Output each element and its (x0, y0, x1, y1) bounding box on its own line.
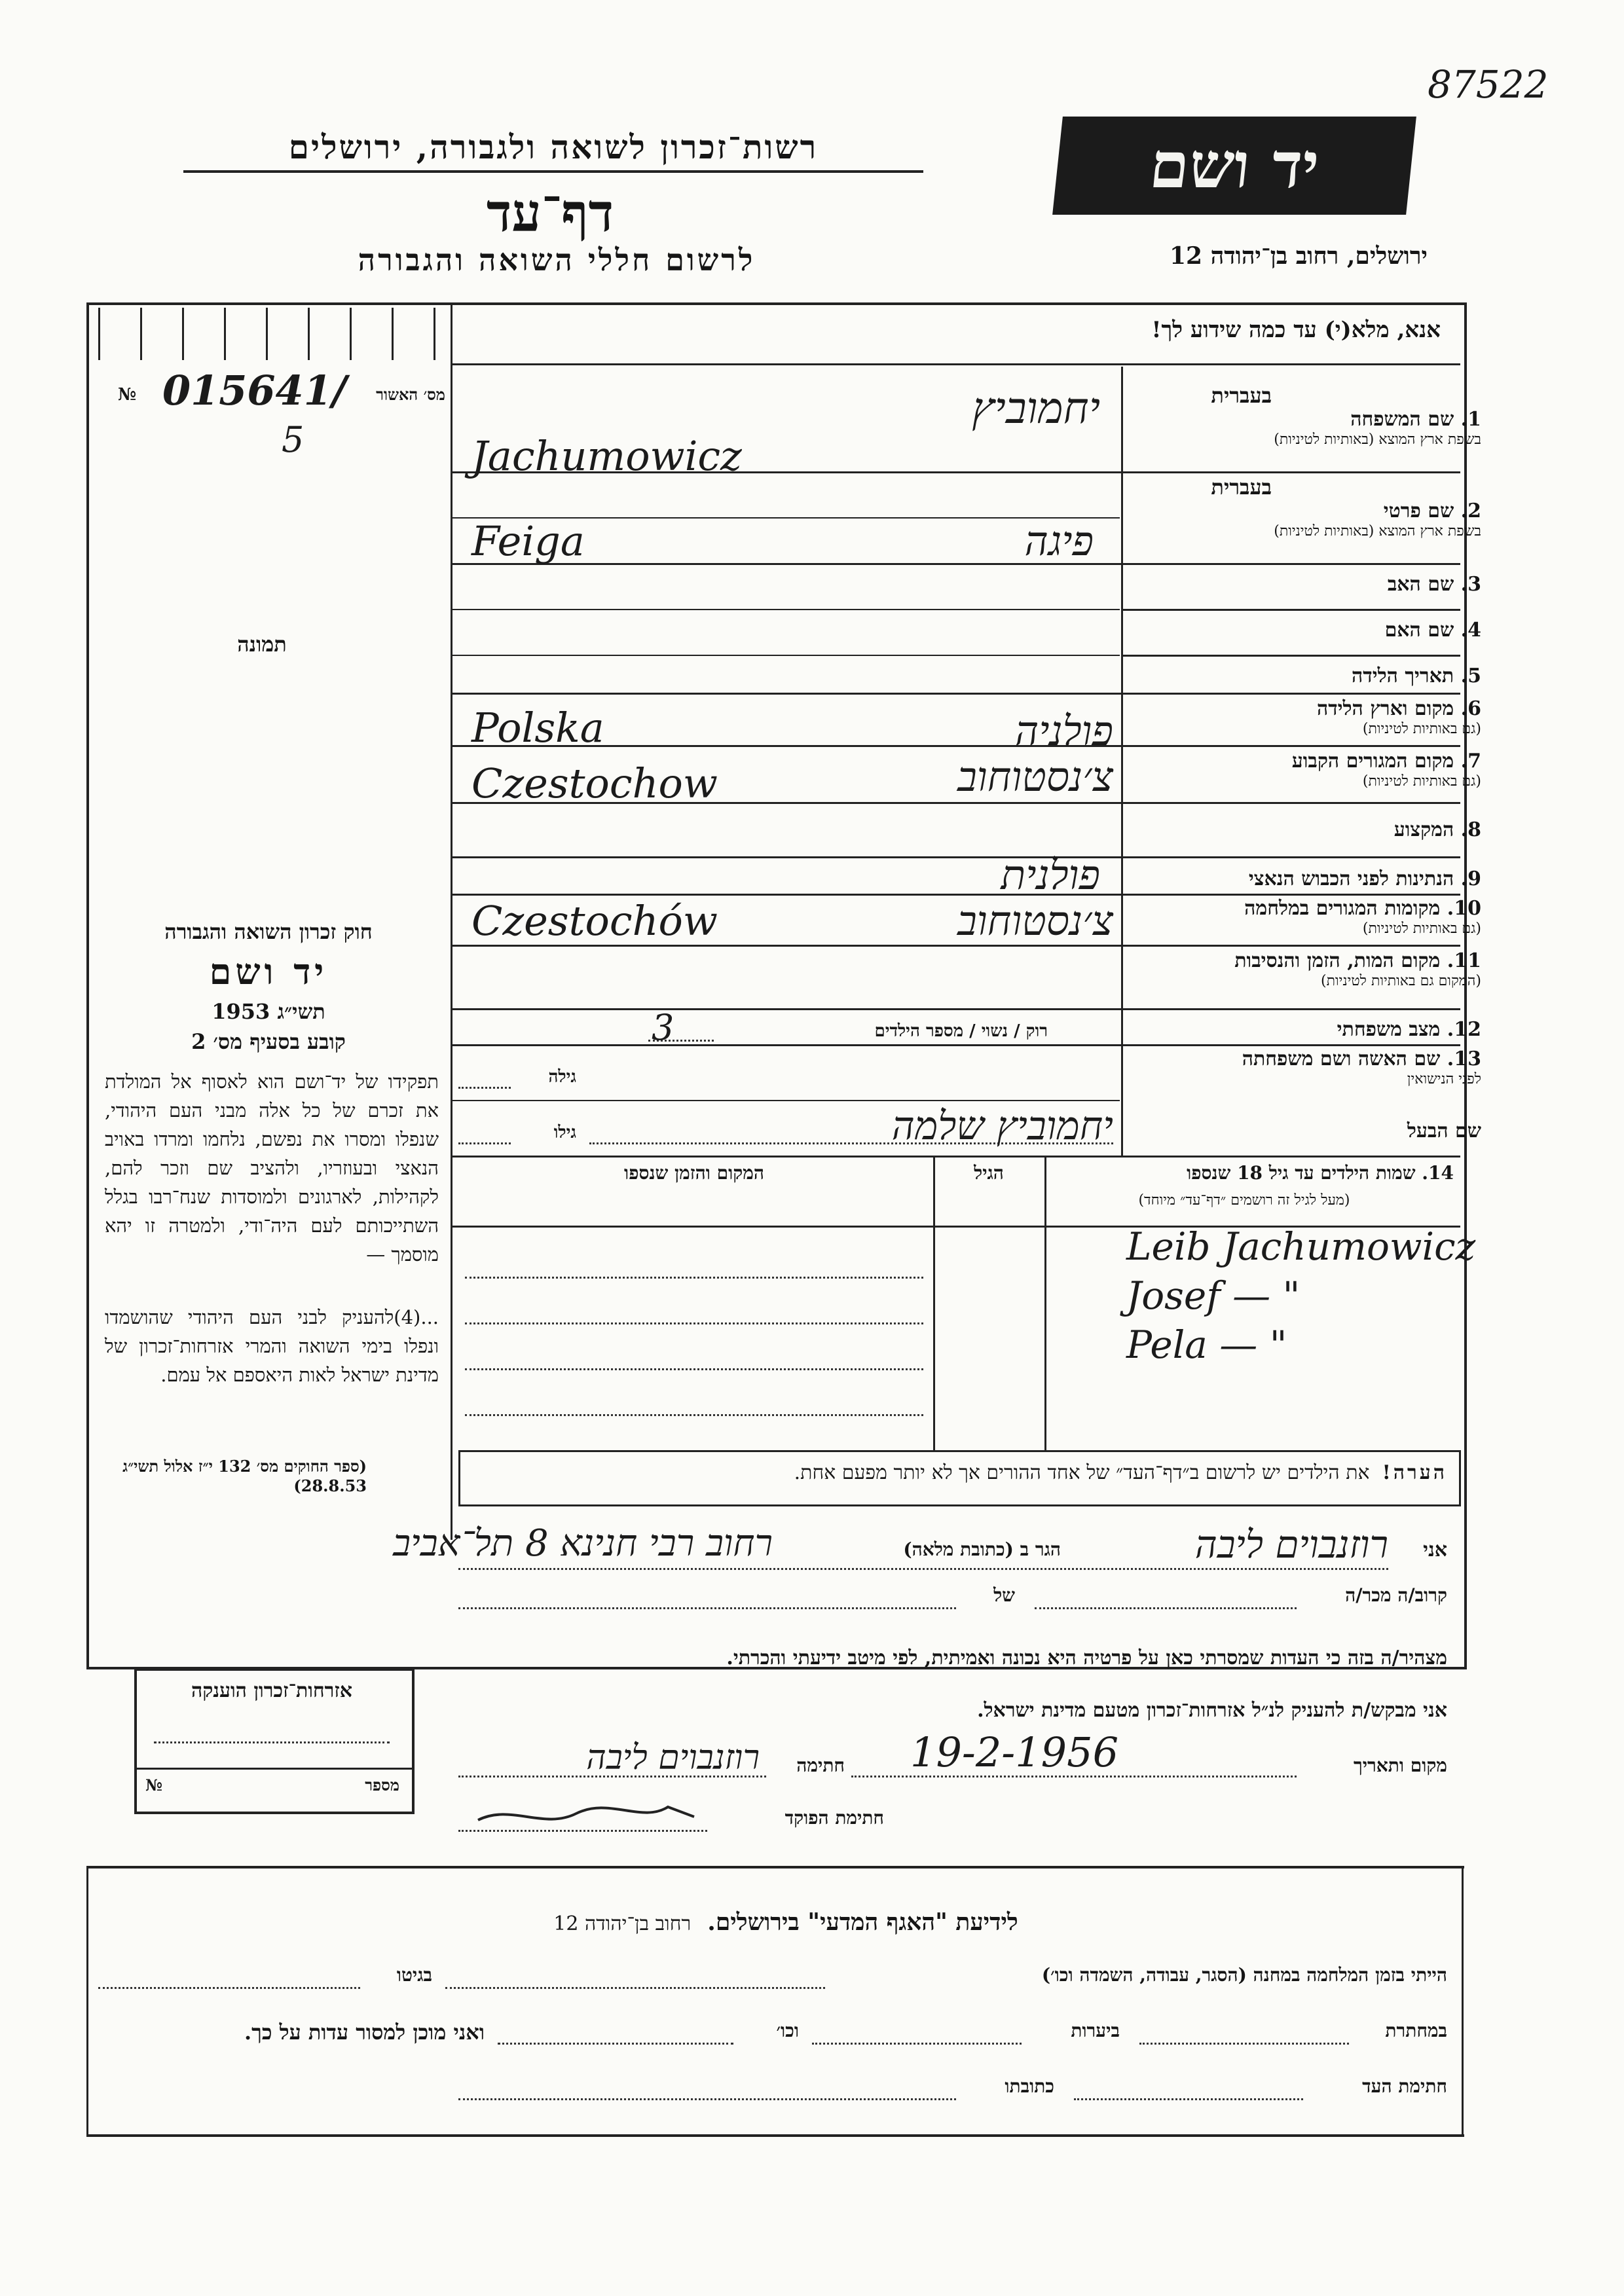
archive-ghetto-dots (98, 1987, 360, 1989)
row-divider (452, 1100, 1120, 1101)
archive-address-label: כתובתו (1005, 2075, 1054, 2097)
resides-label: הגר ב (כתובת מלאה) (903, 1539, 1061, 1560)
archive-title: לידיעת "האגף המדעי" בירושלים. (707, 1908, 1018, 1936)
field-first-name-label: שם פרטי (1383, 500, 1454, 522)
date-value: 19-2-1956 (910, 1728, 1119, 1776)
children-header-no: 14. (1422, 1162, 1454, 1184)
law-reference: (ספר החוקים מס׳ 132 י״ז אלול תשי״ג 28.8.53) (122, 1457, 367, 1495)
archive-underground-label: במחתרת (1385, 2020, 1447, 2041)
field-death-place: 11. מקום המות, הזמן והנסיבות (המקום גם באותיות לטיניות) (1234, 949, 1481, 989)
children-header (1048, 1162, 1454, 1184)
field-first-name-hebrew-tag: בעברית (1211, 475, 1272, 500)
row-divider (452, 655, 1120, 656)
officer-signature-scribble (471, 1791, 707, 1836)
archive-address: רחוב בן־יהודה 12 (553, 1912, 692, 1935)
left-panel-divider (451, 302, 452, 1540)
note-label: הערה! (1382, 1461, 1447, 1484)
law-logo: יד ושם (209, 951, 328, 993)
wartime-residence-latin-value: Czestochów (471, 897, 718, 945)
citizenship-hebrew-value: פולנית (1001, 851, 1100, 899)
approval-no-prefix: № (118, 385, 137, 405)
archive-forests-dots (812, 2043, 1022, 2045)
children-row-dots (465, 1277, 923, 1279)
citizenship-box-title: אזרחות־זכרון הוענקה (191, 1679, 353, 1702)
field-family-name (1128, 383, 1481, 448)
child-row-1: Leib Jachumowicz (1126, 1224, 1476, 1269)
child-row-3: Pela — " (1126, 1322, 1287, 1367)
law-text: תפקידו של יד־ושם הוא לאסוף אל המולדת את זכרם של כל אלה מבני העם היהודי, שנפלו ומסרו את נפשם, נלחמו ומרדו באויב הנאצי ובעוזריו, ולהציב שם וזכר להם, לקהילות, לארגונים ולמוסדות שנח־רבו בגלל השתייכותם לעם היה־ודי, ולמטרה זו יהא מוסמך — (105, 1070, 439, 1266)
children-row-dots (465, 1368, 923, 1370)
archive-address-dots (458, 2098, 956, 2100)
form-title: דף־עד (486, 182, 614, 244)
field-birth-place: 6. מקום וארץ הלידה (גם באותיות לטיניות) (1316, 697, 1481, 737)
approval-stub-boxes (98, 308, 439, 360)
field-first-name-sub: בשפת ארץ המוצא (באותיות לטיניות) (1274, 523, 1481, 539)
marital-status-options: רוק / נשוי / מספר הילדים (874, 1021, 1048, 1041)
of-label: של (993, 1584, 1015, 1606)
archive-camp-dots (445, 1987, 825, 1989)
citizenship-box-line (154, 1741, 390, 1743)
archive-ghetto-label: בגיטו (396, 1964, 432, 1986)
field-mother-name: 4. שם האם (1384, 619, 1481, 642)
law-title: חוק זכרון השואה והגבורה (164, 919, 373, 944)
field-family-name-sub: בשפת ארץ המוצא (באותיות לטיניות) (1274, 431, 1481, 448)
law-text-continued: ...(4)להעניק לבני העם היהודי שהושמדו ונפלו בימי השואה והמרי אזרחות־זכרון של מדינת ישראל לאות היאספם אל עמם. (105, 1306, 439, 1386)
address-value: רחוב רבי חנינא 8 תל־אביב (393, 1522, 773, 1565)
archive-ready-label: ואני מוכן למסור עדות על כך. (244, 2020, 485, 2045)
child-row-2: Josef — " (1126, 1273, 1301, 1318)
wife-age-label: גילה (548, 1067, 576, 1087)
birth-place-hebrew-value: פולניה (1014, 707, 1113, 755)
photo-label: תמונה (237, 632, 287, 657)
declaration-request: אני מבקש/ת להעניק לנ״ל אזרחות־זכרון מטעם מדינת ישראל. (977, 1699, 1447, 1722)
children-row-dots (465, 1322, 923, 1324)
archive-underground-dots (1139, 2043, 1349, 2045)
page-bottom-border (86, 2134, 1464, 2137)
declaration-i-label: אני (1423, 1539, 1447, 1561)
yad-vashem-logo: יד ושם (1052, 117, 1416, 215)
children-col-divider (933, 1156, 935, 1450)
note-text (468, 1461, 1447, 1484)
children-row-dots (465, 1414, 923, 1416)
archive-witness-sig-dots (1074, 2098, 1303, 2100)
field-family-name-label: שם המשפחה (1350, 408, 1454, 431)
row-divider (452, 609, 1120, 610)
header-address: ירושלים, רחוב בן־יהודה 12 (1169, 242, 1428, 270)
residence-latin-value: Czestochow (471, 759, 718, 807)
signature-value: רוזנבוים ליבה (586, 1738, 760, 1777)
field-father-name: 3. שם האב (1387, 573, 1481, 596)
field-family-name-hebrew-tag: בעברית (1211, 383, 1272, 408)
family-name-hebrew-value: יחמוביץ (972, 383, 1100, 433)
field-birth-date: 5. תאריך הלידה (1352, 665, 1481, 687)
signature-label: חתימה (796, 1755, 845, 1776)
field-first-name-no: 2. (1460, 500, 1481, 522)
archive-etc-dots (498, 2043, 733, 2045)
authority-title: רשות־זכרון לשואה ולגבורה, ירושלים (183, 128, 923, 173)
label-column-divider (1121, 367, 1123, 1156)
archive-corner-number: 87522 (1428, 62, 1549, 107)
law-year: תשי״ג 1953 (212, 999, 325, 1024)
archive-divider (86, 1866, 1464, 1868)
row-divider (452, 1044, 1460, 1046)
of-line (458, 1607, 956, 1609)
approval-number: 015641/ (162, 367, 347, 414)
row-divider (1121, 609, 1460, 611)
archive-title-row (393, 1908, 1179, 1936)
residence-hebrew-value: צ׳נסטוחוב (957, 753, 1113, 801)
birth-place-latin-value: Polska (471, 704, 604, 752)
field-profession: 8. המקצוע (1393, 818, 1481, 841)
approval-suffix: 5 (282, 419, 304, 460)
citizenship-box-number-prefix: № (145, 1776, 163, 1795)
relative-line (1035, 1607, 1297, 1609)
archive-camp-line: הייתי בזמן המלחמה במחנה (הסגר, עבודה, השמדה וכו׳) (1041, 1964, 1447, 1986)
form-subtitle: לרשום חללי השואה והגבורה (358, 242, 756, 278)
row-divider (452, 1008, 1460, 1010)
wartime-residence-hebrew-value: צ׳נסטוחוב (957, 897, 1113, 945)
first-name-hebrew-value: פיגה (1024, 517, 1094, 565)
husband-name-value: יחמוביץ שלמה (891, 1103, 1113, 1149)
field-marital-status: 12. מצב משפחתי (1337, 1018, 1481, 1041)
page-right-border (1462, 1866, 1464, 2134)
children-header-sub: (מעל לגיל זה רושמים ״דף־עד״ מיוחד) (1138, 1192, 1350, 1209)
archive-witness-sig-label: חתימת העד (1362, 2075, 1447, 2097)
wife-age-line (458, 1087, 511, 1089)
children-count-value: 3 (652, 1007, 674, 1048)
field-wartime-residence: 10. מקומות המגורים במלחמה (גם באותיות לטיניות) (1244, 897, 1481, 937)
officer-signature-label: חתימת הפוקד (784, 1807, 884, 1829)
children-col-divider (1044, 1156, 1046, 1450)
husband-age-line (458, 1142, 511, 1144)
citizenship-box-divider (134, 1768, 412, 1770)
page-left-border (86, 1866, 88, 2134)
declaration-name-line (458, 1568, 1388, 1570)
law-section: קובע בסעיף מס׳ 2 (191, 1029, 346, 1054)
children-age-header: הגיל (974, 1162, 1004, 1184)
children-place-header: המקום והזמן שנספו (624, 1162, 764, 1184)
field-wife-name: 13. שם האשה ושם משפחתה לפני הנישואין (1242, 1048, 1481, 1087)
field-residence: 7. מקום המגורים הקבוע (גם באותיות לטיניות) (1291, 750, 1481, 790)
field-citizenship: 9. הנתינות לפני הכבוש הנאצי (1248, 867, 1481, 890)
request-divider (452, 363, 1460, 365)
field-family-name-no: 1. (1460, 408, 1481, 431)
request-line: אנא, מלא(י) עד כמה שידוע לך! (1151, 317, 1441, 343)
family-name-latin-value: Jachumowicz (471, 432, 742, 480)
row-divider (1121, 655, 1460, 657)
field-husband-name: שם הבעל (1407, 1120, 1481, 1142)
relative-label: קרוב/ה מכר/ה (1345, 1584, 1447, 1606)
note-body: את הילדים יש לרשום ב״דף־העד״ של אחד ההורים אך לא יותר מפעם אחת. (794, 1461, 1370, 1484)
witness-name-value: רוזנבוים ליבה (1194, 1522, 1388, 1567)
row-divider (452, 693, 1460, 695)
place-date-label: מקום ותאריך (1353, 1755, 1447, 1776)
approval-label: מס׳ האשור (376, 385, 445, 404)
husband-age-label: גילו (553, 1123, 576, 1142)
archive-etc-label: וכו׳ (776, 2020, 799, 2041)
children-header-text: שמות הילדים עד גיל 18 שנספו (1187, 1162, 1416, 1184)
field-first-name (1128, 475, 1481, 539)
declaration-statement: מצהיר/ה בזה כי העדות שמסרתי כאן על פרטיה היא נכונה ואמיתית, לפי מיטב ידיעתי והכרתי. (726, 1647, 1447, 1669)
row-divider (452, 1156, 1460, 1157)
archive-forests-label: ביערות (1071, 2020, 1120, 2041)
citizenship-box-number-label: מספר (365, 1776, 399, 1795)
first-name-latin-value: Feiga (471, 517, 585, 565)
